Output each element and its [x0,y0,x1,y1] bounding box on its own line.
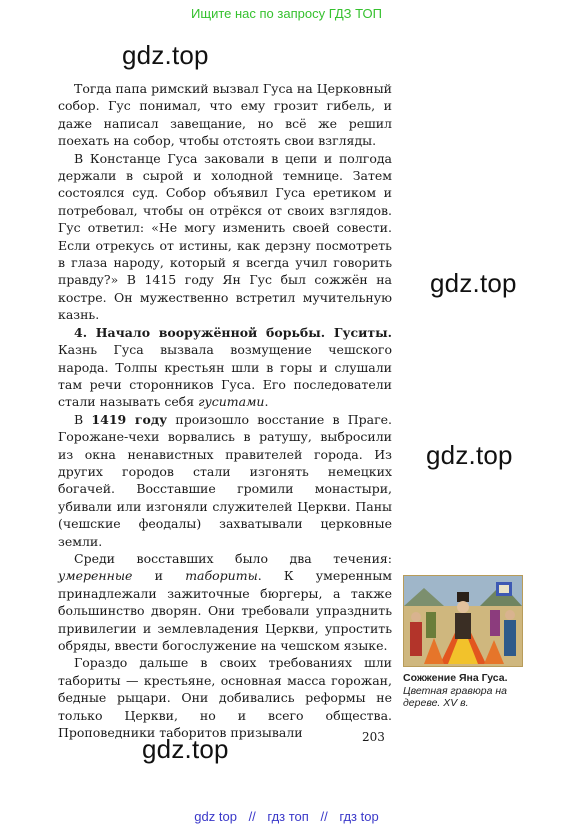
text-run: . [264,394,269,410]
italic-term: гуситами [198,394,265,410]
bottom-links [0,809,573,824]
text-run: произошло восстание в Праге. Горожане-чехи ворвались в ратушу, выбросили из окна ненавистных правителей города. Из других городов стали изгонять немецких богачей. Восставшие громили монастыри, убивали или изгоняли служителей Церкви. Паны (чешские феодалы) захватывали церковные земли. [58,411,392,549]
text-run: Среди восставших было два течения: [74,550,392,566]
watermark: gdz.top [142,734,229,764]
italic-term: умеренные [58,568,133,584]
caption-title: Сожжение Яна Гуса. [403,672,508,684]
caption-text: Цветная гравюра на дереве. XV в. [403,684,507,709]
text-run: В Констанце Гуса заковали в цепи и полгода держали в сырой и холодной темнице. Затем состоялся суд. Собор объявил Гуса еретиком и потребовал, чтобы он отрёкся от своих взглядов. Гус ответил: «Не могу изменить своей совести. Если отрекусь от истины, как дерзну посмотреть в глаза народу, который я всегда учил говорить правду?» В 1415 году Ян Гус был сожжён на костре. Он мужественно встретил мучительную казнь. [58,150,392,323]
text-run: и [132,568,186,584]
text-run: Казнь Гуса вызвала возмущение чешского народа. Толпы крестьян шли в горы и слушали там речи сторонников Гуса. Его последователи стали называть себя [58,342,392,410]
separator: // [248,809,256,824]
paragraph [58,80,392,150]
bold-text: 4. Начало вооружённой борьбы. Гуситы. [74,324,392,340]
text-run: Гораздо дальше в своих требованиях шли табориты — крестьяне, основная масса горожан, бедные рыцари. Они добивались реформы не только Церкви, но и всего общества. Проповедники таборитов призывали [58,655,392,741]
watermark: gdz.top [426,440,513,470]
paragraph [58,150,392,324]
paragraph [58,324,392,411]
text-run: В [74,411,92,427]
page-number: 203 [362,730,385,744]
paragraph [58,411,392,550]
text-run: Тогда папа римский вызвал Гуса на Церковный собор. Гус понимал, что ему грозит гибель, и даже написал завещание, но всё же решил поехать на собор, чтобы отстоять свои взгляды. [58,81,392,149]
watermark: gdz.top [430,268,517,298]
watermark: gdz.top [122,40,209,70]
bottom-link[interactable]: гдз топ [267,809,309,824]
bottom-link[interactable]: gdz top [194,809,237,824]
search-banner: Ищите нас по запросу ГДЗ ТОП [191,6,382,21]
separator: // [320,809,328,824]
italic-term: табориты [185,568,258,584]
bottom-link[interactable]: гдз top [339,809,379,824]
burning-of-hus-illustration [403,575,523,667]
paragraph [58,550,392,654]
illustration-caption [403,672,521,710]
bold-text: 1419 году [91,411,168,427]
text-run: . К умеренным принадлежали зажиточные бюргеры, а также большинство дворян. Они требовали упразднить привилегии и землевладения Церкви, упростить обряды, ввести богослужение на чешском языке. [58,568,392,653]
paragraph [58,654,392,741]
textbook-body [58,80,392,741]
